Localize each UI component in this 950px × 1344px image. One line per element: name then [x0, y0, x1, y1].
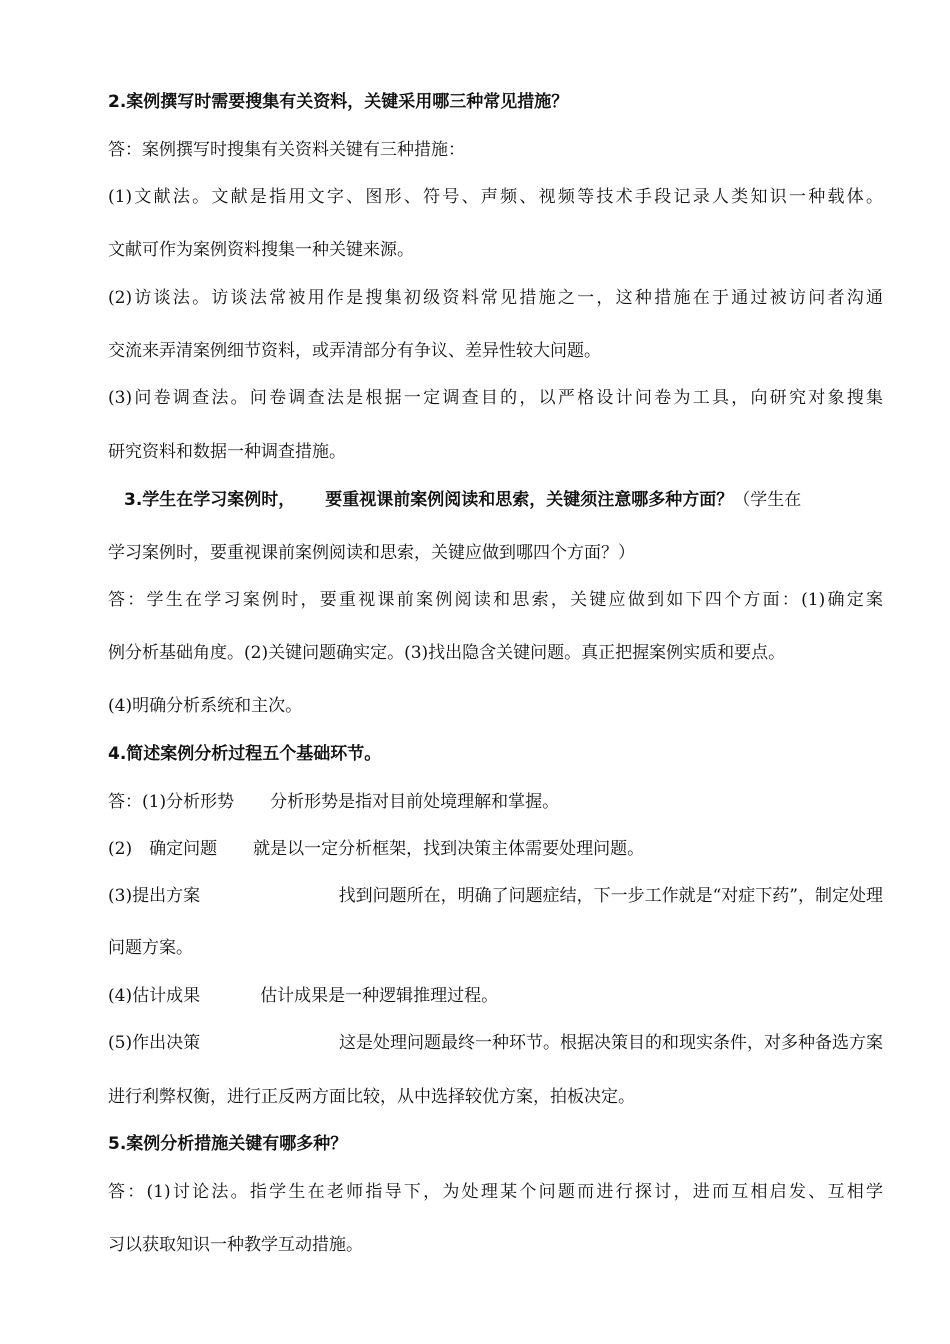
step-text: 这是处理问题最终一种环节。根据决策目的和现实条件，对多种备选方案: [339, 1033, 883, 1053]
step-label: (2) 确定问题: [108, 839, 218, 859]
question-2-answer-intro: 答：案例撰写时搜集有关资料关键有三种措施：: [108, 140, 465, 160]
question-3-title: [124, 488, 801, 512]
question-4-title: 4.简述案例分析过程五个基础环节。: [108, 744, 382, 764]
step-text: 估计成果是一种逻辑推理过程。: [260, 986, 499, 1006]
question-2-item-2-cont: 交流来弄清案例细节资料，或弄清部分有争议、差异性较大问题。: [108, 341, 601, 361]
question-3-answer-line-3: (4)明确分析系统和主次。: [108, 696, 303, 716]
question-3-answer-line-2: 例分析基础角度。(2)关键问题确实定。(3)找出隐含关键问题。真正把握案例实质和要点。: [108, 643, 786, 663]
question-2-item-3-cont: 研究资料和数据一种调查措施。: [108, 442, 346, 462]
question-4-step-3: [108, 884, 883, 908]
question-2-item-2: (2)访谈法。访谈法常被用作是搜集初级资料常见措施之一，这种措施在于通过被访问者沟通: [108, 288, 883, 308]
question-5-title: 5.案例分析措施关键有哪多种？: [108, 1134, 348, 1154]
step-label: (5)作出决策: [108, 1033, 201, 1053]
question-3-answer-line-1: 答：学生在学习案例时，要重视课前案例阅读和思索，关键应做到如下四个方面：(1)确定案: [108, 590, 883, 610]
question-4-step-4: [108, 984, 498, 1008]
question-3-title-b: 要重视课前案例阅读和思索，关键须注意哪多种方面？: [325, 490, 734, 510]
question-3-title-note-b: 学习案例时，要重视课前案例阅读和思索，关键应做到哪四个方面？）: [108, 543, 635, 563]
step-label: (4)估计成果: [108, 986, 201, 1006]
question-2-item-3: (3)问卷调查法。问卷调查法是根据一定调查目的，以严格设计问卷为工具，向研究对象搜集: [108, 388, 883, 408]
step-text: 就是以一定分析框架，找到决策主体需要处理问题。: [253, 839, 645, 859]
question-2-title: 2.案例撰写时需要搜集有关资料，关键采用哪三种常见措施？: [108, 92, 569, 112]
step-text: 分析形势是指对目前处境理解和掌握。: [270, 792, 560, 812]
question-5-answer-line-2: 习以获取知识一种教学互动措施。: [108, 1235, 363, 1255]
question-5-answer-line-1: 答：(1)讨论法。指学生在老师指导下，为处理某个问题而进行探讨，进而互相启发、互相学: [108, 1182, 883, 1202]
question-4-step-3-cont: 问题方案。: [108, 938, 193, 958]
question-4-step-5: [108, 1031, 883, 1055]
question-3-title-a: 3.学生在学习案例时，: [124, 490, 296, 510]
question-4-step-1: [108, 790, 559, 814]
question-4-step-5-cont: 进行利弊权衡，进行正反两方面比较，从中选择较优方案，拍板决定。: [108, 1087, 635, 1107]
step-label: (3)提出方案: [108, 886, 201, 906]
question-3-title-note-a: （学生在: [733, 490, 802, 510]
question-2-item-1: (1)文献法。文献是指用文字、图形、符号、声频、视频等技术手段记录人类知识一种载体。: [108, 187, 883, 207]
step-label: 答：(1)分析形势: [108, 792, 235, 812]
question-4-step-2: [108, 837, 644, 861]
step-text: 找到问题所在，明确了问题症结，下一步工作就是“对症下药”，制定处理: [338, 886, 883, 906]
question-2-item-1-cont: 文献可作为案例资料搜集一种关键来源。: [108, 240, 414, 260]
